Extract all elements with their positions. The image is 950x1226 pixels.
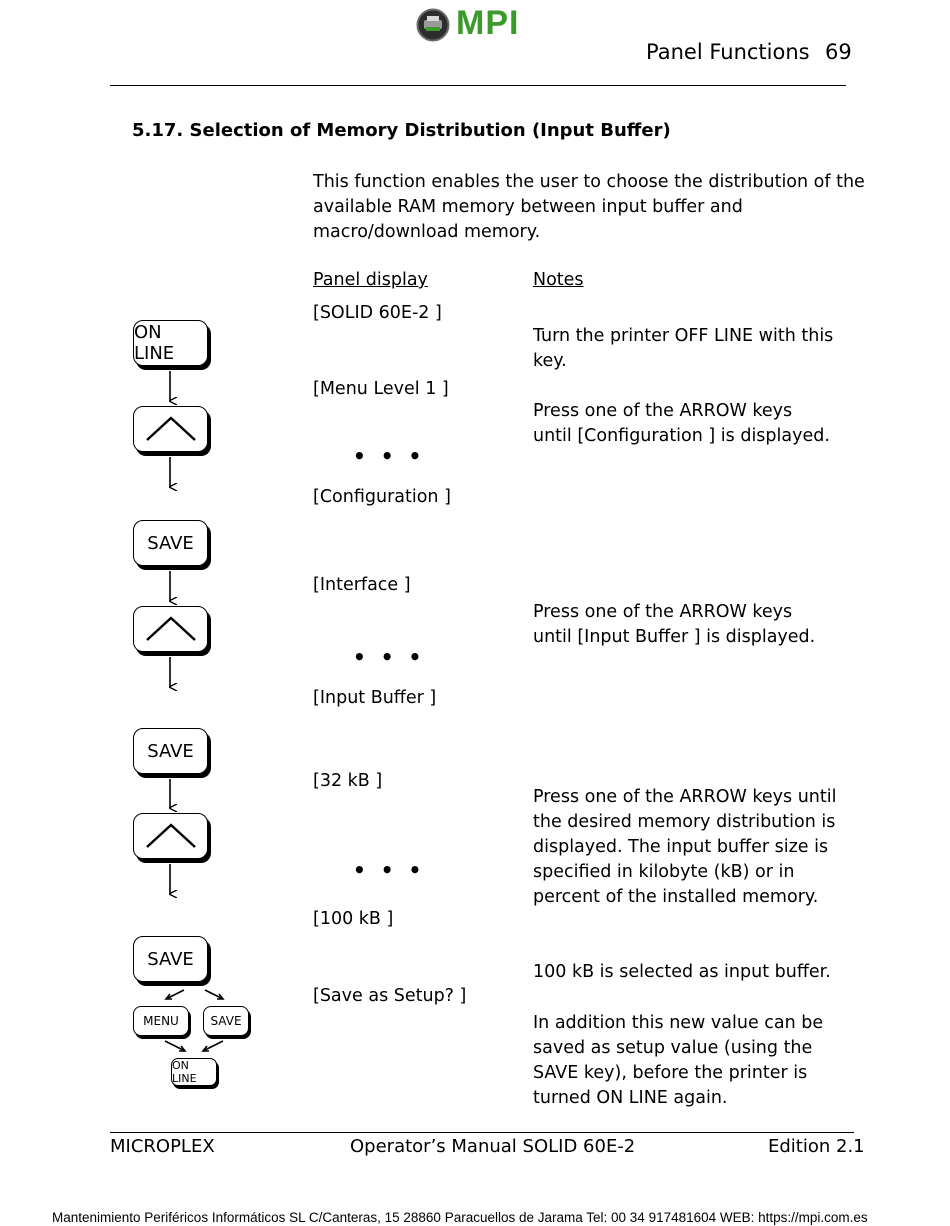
company-line: Mantenimiento Periféricos Informáticos SL C/Canteras, 15 28860 Paracuellos de Jarama Tel: 00 34 917481604 WEB: https://mpi.com.es	[52, 1210, 868, 1225]
display-interface: [Interface ]	[313, 575, 411, 595]
save-key-small[interactable]: SAVE	[203, 1006, 249, 1036]
menu-key[interactable]: MENU	[133, 1006, 189, 1036]
online-key[interactable]: ON LINE	[133, 320, 208, 366]
footer-right: Edition 2.1	[768, 1136, 865, 1157]
note-arrow-input-buffer: Press one of the ARROW keys until [Input Buffer ] is displayed.	[533, 602, 816, 647]
ellipsis-dots: • • •	[353, 858, 426, 882]
ellipsis-dots: • • •	[353, 444, 426, 468]
section-title: 5.17. Selection of Memory Distribution (Input Buffer)	[132, 120, 671, 141]
notes-header: Notes	[533, 270, 584, 290]
note-offline: Turn the printer OFF LINE with this key.	[533, 326, 834, 371]
online-key-small[interactable]: ON LINE	[171, 1058, 217, 1086]
save-key[interactable]: SAVE	[133, 728, 208, 774]
footer-rule	[110, 1132, 854, 1133]
logo-text: MPI	[456, 4, 520, 42]
display-input-buffer: [Input Buffer ]	[313, 688, 437, 708]
display-save-setup: [Save as Setup? ]	[313, 986, 467, 1006]
note-arrow-memory: Press one of the ARROW keys until the desired memory distribution is displayed. The input buffer size is specified in kilobyte (kB) or in percent of the installed memory.	[533, 787, 837, 907]
header-title: Panel Functions	[646, 40, 810, 64]
note-save-setup: In addition this new value can be saved as setup value (using the SAVE key), before the printer is turned ON LINE again.	[533, 1013, 824, 1108]
display-solid: [SOLID 60E-2 ]	[313, 303, 442, 323]
footer-left: MICROPLEX	[110, 1136, 215, 1157]
printer-logo-icon	[416, 8, 450, 42]
mpi-logo	[416, 6, 536, 42]
display-32kb: [32 kB ]	[313, 771, 383, 791]
ellipsis-dots: • • •	[353, 645, 426, 669]
save-key[interactable]: SAVE	[133, 936, 208, 982]
panel-display-header: Panel display	[313, 270, 428, 290]
display-menu-level: [Menu Level 1 ]	[313, 379, 449, 399]
note-arrow-configuration: Press one of the ARROW keys until [Configuration ] is displayed.	[533, 401, 830, 446]
footer-center: Operator’s Manual SOLID 60E-2	[350, 1136, 636, 1157]
flow-arrows	[0, 0, 300, 1100]
save-key[interactable]: SAVE	[133, 520, 208, 566]
intro-paragraph: This function enables the user to choose the distribution of the available RAM memory between input buffer and macro/download memory.	[313, 172, 865, 242]
display-configuration: [Configuration ]	[313, 487, 451, 507]
page-number: 69	[825, 40, 852, 64]
note-selected: 100 kB is selected as input buffer.	[533, 962, 831, 982]
display-100kb: [100 kB ]	[313, 909, 394, 929]
